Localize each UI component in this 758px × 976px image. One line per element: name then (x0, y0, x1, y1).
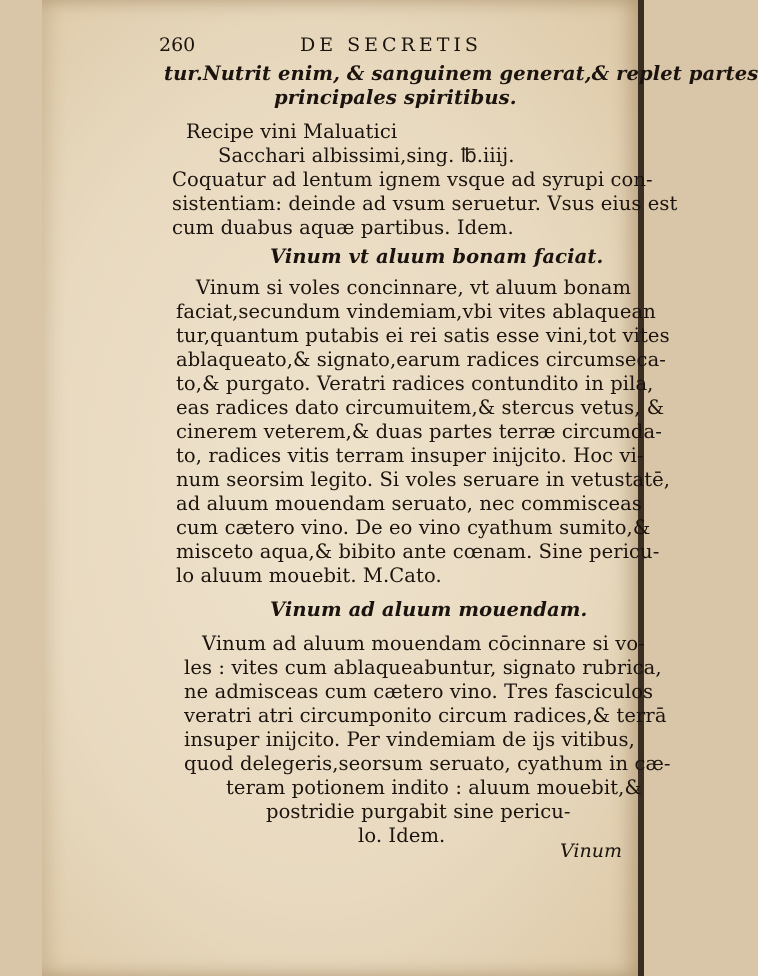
text-line: to,& purgato. Veratri radices contundito in pila, (176, 372, 654, 395)
section-heading: Vinum vt aluum bonam faciat. (270, 245, 604, 268)
text-line: teram potionem indito : aluum mouebit,& (226, 776, 642, 799)
recipe-line: Sacchari albissimi,sing. ℔.iiij. (218, 144, 515, 167)
section-heading: Vinum ad aluum mouendam. (270, 598, 588, 621)
text-line: ad aluum mouendam seruato, nec commisceas (176, 492, 642, 515)
text-line: ablaqueato,& signato,earum radices circumseca- (176, 348, 666, 371)
text-line: Coquatur ad lentum ignem vsque ad syrupi con- (172, 168, 653, 191)
text-line: Vinum si voles concinnare, vt aluum bonam (196, 276, 632, 299)
text-line: ne admisceas cum cætero vino. Tres fasciculos (184, 680, 654, 703)
text-line: postridie purgabit sine pericu- (266, 800, 571, 823)
text-line: misceto aqua,& bibito ante cœnam. Sine pericu- (176, 540, 660, 563)
text-line: cum duabus aquæ partibus. Idem. (172, 216, 514, 239)
page-number: 260 (159, 34, 196, 56)
text-line: les : vites cum ablaqueabuntur, signato rubrica, (184, 656, 662, 679)
text-line: sistentiam: deinde ad vsum seruetur. Vsus eius est (172, 192, 678, 215)
text-line: tur.Nutrit enim, & sanguinem generat,& replet partes (164, 62, 758, 85)
text-line: cinerem veterem,& duas partes terræ circumda- (176, 420, 662, 443)
text-line: principales spiritibus. (274, 86, 517, 109)
running-title: DE SECRETIS (300, 34, 482, 56)
text-line: faciat,secundum vindemiam,vbi vites ablaquean (176, 300, 656, 323)
text-line: tur,quantum putabis ei rei satis esse vini,tot vites (176, 324, 670, 347)
text-line: lo aluum mouebit. M.Cato. (176, 564, 442, 587)
text-line: eas radices dato circumuitem,& stercus vetus, & (176, 396, 665, 419)
text-line: num seorsim legito. Si voles seruare in vetustatē, (176, 468, 671, 491)
text-line: cum cætero vino. De eo vino cyathum sumito,& (176, 516, 651, 539)
text-line: veratri atri circumponito circum radices,& terrā (184, 704, 667, 727)
book-page (42, 0, 758, 976)
text-line: to, radices vitis terram insuper inijcito. Hoc vi- (176, 444, 644, 467)
text-line: lo. Idem. (358, 824, 446, 847)
text-line: quod delegeris,seorsum seruato, cyathum in cæ- (184, 752, 671, 775)
catchword: Vinum (560, 840, 622, 862)
text-line: Vinum ad aluum mouendam cōcinnare si vo- (202, 632, 645, 655)
recipe-line: Recipe vini Maluatici (186, 120, 398, 143)
text-line: insuper inijcito. Per vindemiam de ijs vitibus, (184, 728, 635, 751)
